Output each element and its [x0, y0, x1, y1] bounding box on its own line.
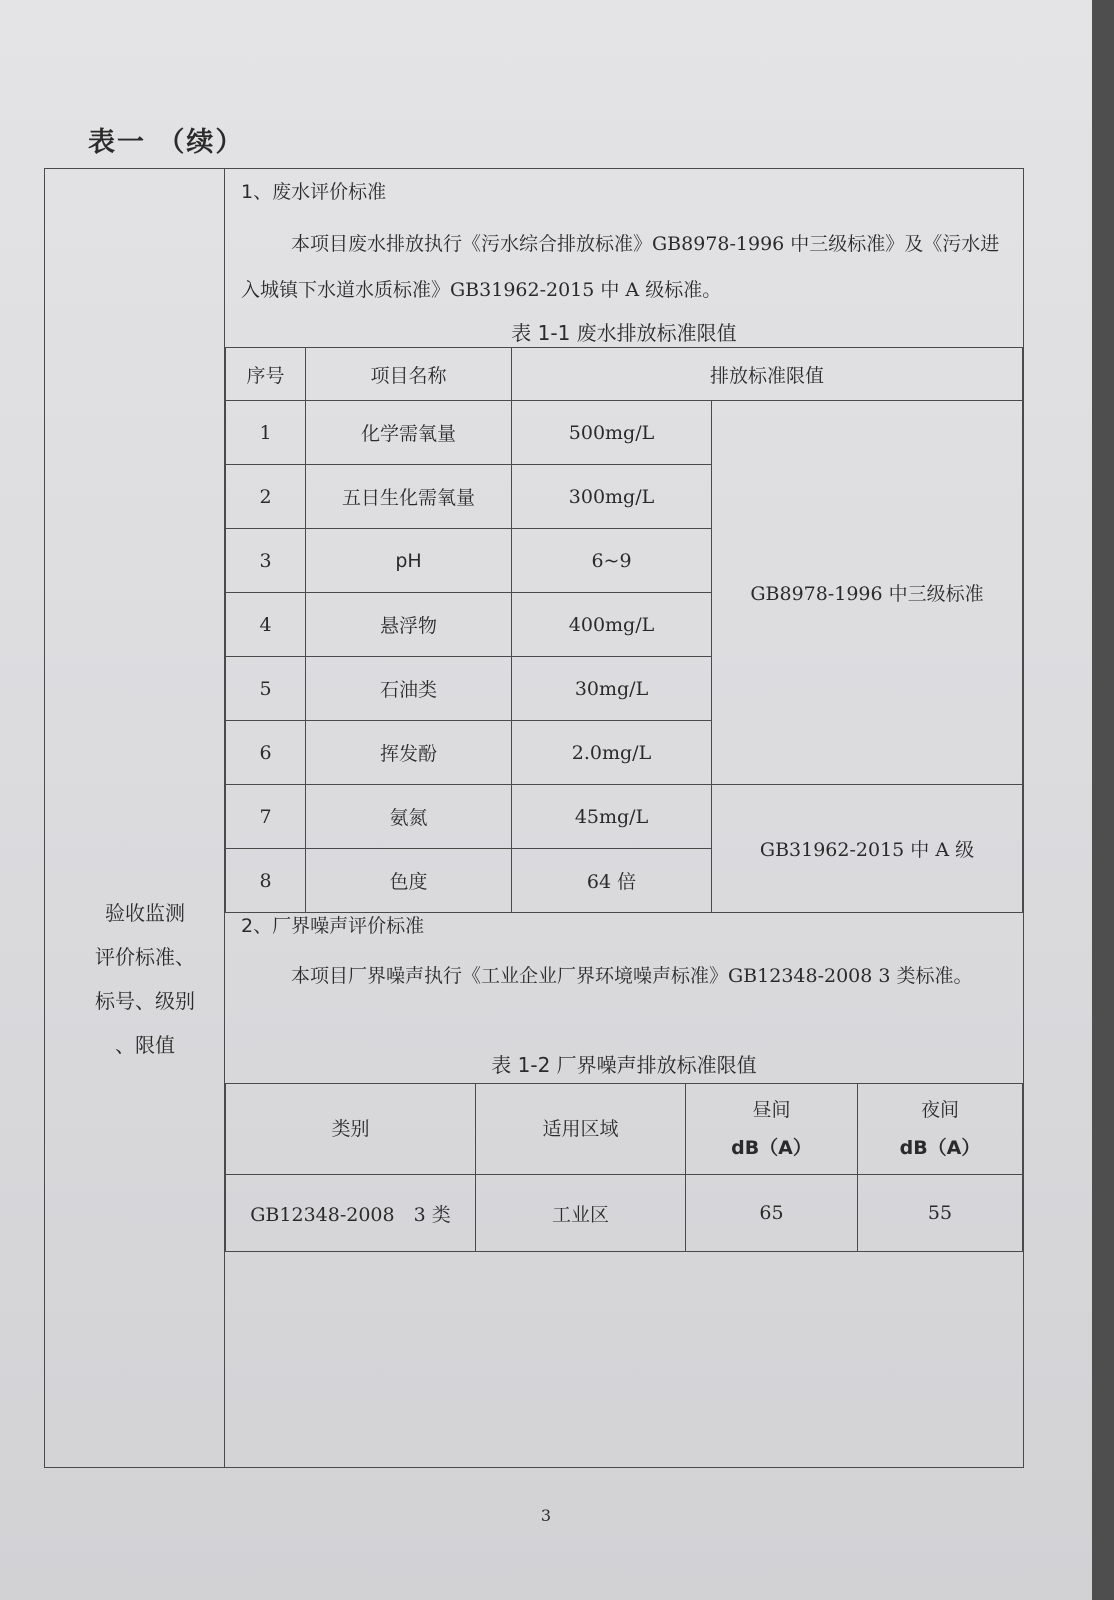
background-edge: [1092, 0, 1114, 1600]
cell-name: 石油类: [306, 657, 512, 721]
cell-value: 500mg/L: [512, 401, 712, 465]
cell-value: 400mg/L: [512, 593, 712, 657]
cell-no: 3: [226, 529, 306, 593]
header-night: [858, 1084, 1023, 1175]
cell-night: 55: [858, 1175, 1023, 1252]
cell-value: 6~9: [512, 529, 712, 593]
cell-standard-b: GB31962-2015 中 A 级: [712, 785, 1023, 913]
page-number: 3: [540, 1506, 552, 1525]
section2-title: 2、厂界噪声评价标准: [241, 915, 425, 937]
cell-category: GB12348-2008 3 类: [226, 1175, 476, 1252]
cell-name: 化学需氧量: [306, 401, 512, 465]
header-area: 适用区域: [476, 1084, 686, 1175]
table-row: [226, 1175, 1023, 1252]
header-category: 类别: [226, 1084, 476, 1175]
header-night-label: 夜间: [920, 1099, 959, 1121]
cell-name: 氨氮: [306, 785, 512, 849]
left-label-line: 标号、级别: [95, 989, 195, 1013]
cell-name: 色度: [306, 849, 512, 913]
cell-name: 五日生化需氧量: [306, 465, 512, 529]
header-day: [686, 1084, 858, 1175]
cell-no: 8: [226, 849, 306, 913]
left-label: [75, 891, 215, 1067]
section1-paragraph: 本项目废水排放执行《污水综合排放标准》GB8978-1996 中三级标准》及《污水进入城镇下水道水质标准》GB31962-2015 中 A 级标准。: [241, 233, 1000, 301]
cell-day: 65: [686, 1175, 858, 1252]
section2-paragraph: 本项目厂界噪声执行《工业企业厂界环境噪声标准》GB12348-2008 3 类标准。: [291, 965, 973, 987]
cell-no: 5: [226, 657, 306, 721]
wastewater-standards-table: [225, 347, 1023, 913]
left-label-line: 验收监测: [105, 901, 185, 925]
table2-caption: 表 1-2 厂界噪声排放标准限值: [491, 1053, 757, 1077]
page-heading: 表一 （续）: [88, 127, 245, 158]
cell-name: 挥发酚: [306, 721, 512, 785]
cell-name: pH: [306, 529, 512, 593]
left-label-line: 评价标准、: [95, 945, 195, 969]
header-no: 序号: [226, 348, 306, 401]
header-day-label: 昼间: [752, 1099, 791, 1121]
table-row: [226, 785, 1023, 849]
main-table-frame: [44, 168, 1024, 1468]
table-header-row: [226, 348, 1023, 401]
header-night-unit: dB（A）: [899, 1137, 981, 1159]
cell-value: 64 倍: [512, 849, 712, 913]
cell-value: 300mg/L: [512, 465, 712, 529]
table1-caption: 表 1-1 废水排放标准限值: [511, 321, 737, 345]
cell-value: 45mg/L: [512, 785, 712, 849]
header-limit: 排放标准限值: [512, 348, 1023, 401]
cell-name: 悬浮物: [306, 593, 512, 657]
table-row: [226, 401, 1023, 465]
cell-value: 2.0mg/L: [512, 721, 712, 785]
header-day-unit: dB（A）: [731, 1137, 812, 1159]
cell-no: 4: [226, 593, 306, 657]
header-name: 项目名称: [306, 348, 512, 401]
section1-title: 1、废水评价标准: [241, 181, 387, 203]
noise-standards-table: [225, 1083, 1023, 1252]
cell-value: 30mg/L: [512, 657, 712, 721]
table-header-row: [226, 1084, 1023, 1175]
left-label-line: 、限值: [115, 1033, 175, 1057]
cell-standard-a: GB8978-1996 中三级标准: [712, 401, 1023, 785]
cell-area: 工业区: [476, 1175, 686, 1252]
cell-no: 6: [226, 721, 306, 785]
cell-no: 1: [226, 401, 306, 465]
left-label-column: [45, 169, 225, 1467]
cell-no: 2: [226, 465, 306, 529]
content-column: [225, 169, 1023, 1467]
cell-no: 7: [226, 785, 306, 849]
